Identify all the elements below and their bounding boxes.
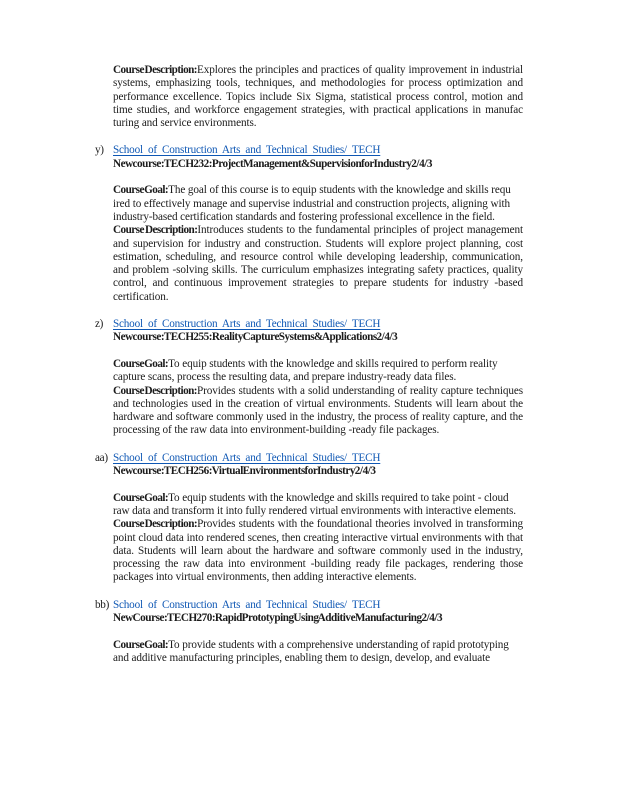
course-section-aa (95, 451, 524, 585)
course-description-paragraph (113, 224, 523, 304)
course-goal-label: Course Goal: (113, 357, 169, 370)
intro-course-description-text: Explores the principles and practices of quality improvement in industrial systems, emphasizing tools, techniques, and methodologies for process optimization and performance excellence. Topics include Six Sigma, statistical process control, motion and time studies, and workforce engagement strategies, with practical applications in manufac turing and service environments. (113, 64, 524, 130)
course-goal-paragraph (113, 358, 523, 385)
course-section-bb (95, 598, 523, 665)
course-description-label: Course Description: (113, 518, 198, 531)
list-marker-aa: aa) (95, 451, 108, 464)
school-department-link[interactable]: School of Construction Arts and Technical Studies/ TECH (113, 598, 381, 611)
school-department-link[interactable]: School of Construction Arts and Technical Studies/ TECH (113, 144, 381, 157)
school-heading-line (113, 599, 523, 612)
new-course-title: New course: TECH 232: Project Management & Supervision for Industry 2/4/3 (113, 157, 433, 170)
course-description-label: Course Description: (113, 384, 197, 397)
course-description-text: Provides students with the foundational theories involved in transforming point cloud data into rendered scenes, then creating interactive virtual environments with that data. Students will learn about the hardware and software commonly used in the industry, processing the raw data into environment -building ready file packages, rendering those packages into virtual environments, then adding interactive elements. (113, 518, 524, 584)
new-course-title: New course: TECH 256: Virtual Environments for Industry 2/4/3 (113, 465, 376, 478)
list-marker-bb: bb) (95, 598, 110, 611)
list-marker-z: z) (95, 318, 104, 331)
school-heading-line (113, 144, 523, 157)
course-section-z (95, 318, 524, 438)
course-goal-text: To equip students with the knowledge and skills required to take point - cloud raw data and transform it into fully rendered virtual environments with interactive elements. (113, 491, 516, 517)
school-heading-line (113, 452, 523, 465)
course-description-text: Introduces students to the fundamental principles of project management and supervision for industry and construction. Students will explore project planning, cost estimation, scheduling, and resource control while developing leadership, communication, and problem -solving skills. The curriculum emphasizes integrating safety practices, quality control, and continuous improvement strategies to prepare students for industry -based certification. (113, 224, 524, 303)
course-goal-paragraph (113, 639, 523, 666)
course-goal-label: Course Goal: (113, 184, 169, 197)
document-body (95, 64, 524, 665)
course-goal-paragraph (113, 184, 523, 224)
school-department-link[interactable]: School of Construction Arts and Technical Studies/ TECH (113, 451, 381, 464)
course-description-text: Provides students with a solid understanding of reality capture techniques and technologies used in the creation of virtual environments. Students will learn about the hardware and software commonly used in the industry, the process of reality capture, and the processing of the raw data into environment-building -ready file packages. (113, 384, 524, 437)
course-description-paragraph (113, 385, 523, 438)
new-course-title: New course: TECH 255: Reality Capture Systems & Applications 2/4/3 (113, 331, 398, 344)
course-goal-label: Course Goal: (113, 638, 169, 651)
school-heading-line (113, 318, 523, 331)
course-goal-text: The goal of this course is to equip students with the knowledge and skills requ ired to effectively manage and supervise industrial and construction projects, aligning with industry-based certification standards and fostering professional excellence in the field. (113, 184, 511, 223)
course-description-paragraph (113, 518, 523, 584)
course-goal-text: To provide students with a comprehensive understanding of rapid prototyping and additive manufacturing principles, enabling them to design, develop, and evaluate (113, 638, 509, 664)
course-section-y (95, 144, 524, 304)
list-marker-y: y) (95, 144, 104, 157)
new-course-title: New Course: TECH 270: Rapid Prototyping Using Additive Manufacturing 2/4/3 (113, 611, 443, 624)
intro-course-description-paragraph (113, 64, 523, 130)
course-goal-text: To equip students with the knowledge and skills required to perform reality capture scans, process the resulting data, and prepare industry-ready data files. (113, 357, 498, 384)
intro-course-description-label: Course Description: (113, 64, 197, 76)
course-description-label: Course Description: (113, 224, 198, 237)
course-goal-paragraph (113, 492, 523, 519)
course-goal-label: Course Goal: (113, 491, 169, 504)
school-department-link[interactable]: School of Construction Arts and Technical Studies/ TECH (113, 318, 381, 331)
